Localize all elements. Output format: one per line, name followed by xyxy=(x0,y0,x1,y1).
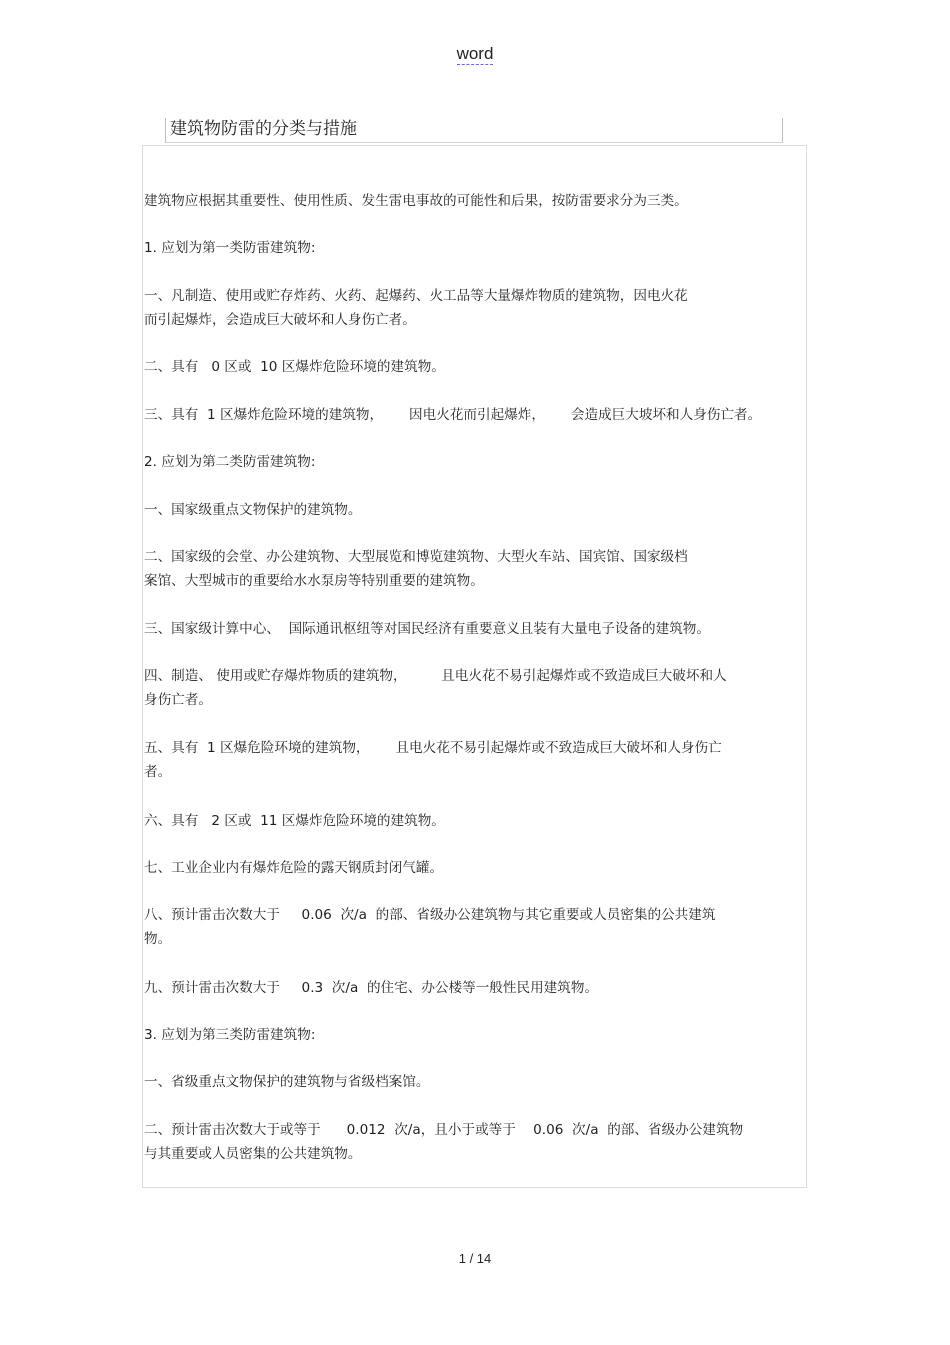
running-header xyxy=(0,44,950,64)
document-title: 建筑物防雷的分类与措施 xyxy=(170,119,357,139)
paragraph-class-3-item-2: 二、预计雷击次数大于或等于 0.012 次/a，且小于或等于 0.06 次/a 的部、省级办公建筑物 与其重要或人员密集的公共建筑物。 xyxy=(144,1122,744,1162)
paragraph-class-1-item-2: 二、具有 0 区或 10 区爆炸危险环境的建筑物。 xyxy=(144,359,445,375)
paragraph-class-2-item-9: 九、预计雷击次数大于 0.3 次/a 的住宅、办公楼等一般性民用建筑物。 xyxy=(144,980,599,996)
header-word-text: word xyxy=(456,44,494,63)
paragraph-class-3-item-1: 一、省级重点文物保护的建筑物与省级档案馆。 xyxy=(144,1074,430,1090)
page-number: 1 / 14 xyxy=(458,1251,492,1266)
paragraph-class-2-item-3: 三、国家级计算中心、 国际通讯枢纽等对国民经济有重要意义且装有大量电子设备的建筑物。 xyxy=(144,621,710,637)
paragraph-intro: 建筑物应根据其重要性、使用性质、发生雷电事故的可能性和后果，按防雷要求分为三类。 xyxy=(144,193,688,209)
paragraph-class-2-item-1: 一、国家级重点文物保护的建筑物。 xyxy=(144,502,362,518)
paragraph-class-1-item-3: 三、具有 1 区爆炸危险环境的建筑物， 因电火花而引起爆炸， 会造成巨大坡坏和人身伤亡者。 xyxy=(144,407,762,423)
paragraph-class-1-item-1: 一、凡制造、使用或贮存炸药、火药、起爆药、火工品等大量爆炸物质的建筑物，因电火花 而引起爆炸，会造成巨大破坏和人身伤亡者。 xyxy=(144,288,688,328)
title-frame xyxy=(165,118,783,143)
paragraph-class-2-item-6: 六、具有 2 区或 11 区爆炸危险环境的建筑物。 xyxy=(144,813,445,829)
section-heading-class-1: 1. 应划为第一类防雷建筑物: xyxy=(144,240,316,256)
paragraph-class-2-item-8: 八、预计雷击次数大于 0.06 次/a 的部、省级办公建筑物与其它重要或人员密集的公共建筑 物。 xyxy=(144,907,716,947)
section-heading-class-2: 2. 应划为第二类防雷建筑物: xyxy=(144,454,316,470)
paragraph-class-2-item-4: 四、制造、 使用或贮存爆炸物质的建筑物， 且电火花不易引起爆炸或不致造成巨大破坏和人 身伤亡者。 xyxy=(144,668,727,708)
paragraph-class-2-item-5: 五、具有 1 区爆危险环境的建筑物， 且电火花不易引起爆炸或不致造成巨大破坏和人身伤亡 者。 xyxy=(144,740,722,780)
paragraph-class-2-item-2: 二、国家级的会堂、办公建筑物、大型展览和博览建筑物、大型火车站、国宾馆、国家级档 案馆、大型城市的重要给水水泵房等特别重要的建筑物。 xyxy=(144,549,688,589)
paragraph-class-2-item-7: 七、工业企业内有爆炸危险的露天钢质封闭气罐。 xyxy=(144,860,444,876)
section-heading-class-3: 3. 应划为第三类防雷建筑物: xyxy=(144,1027,316,1043)
